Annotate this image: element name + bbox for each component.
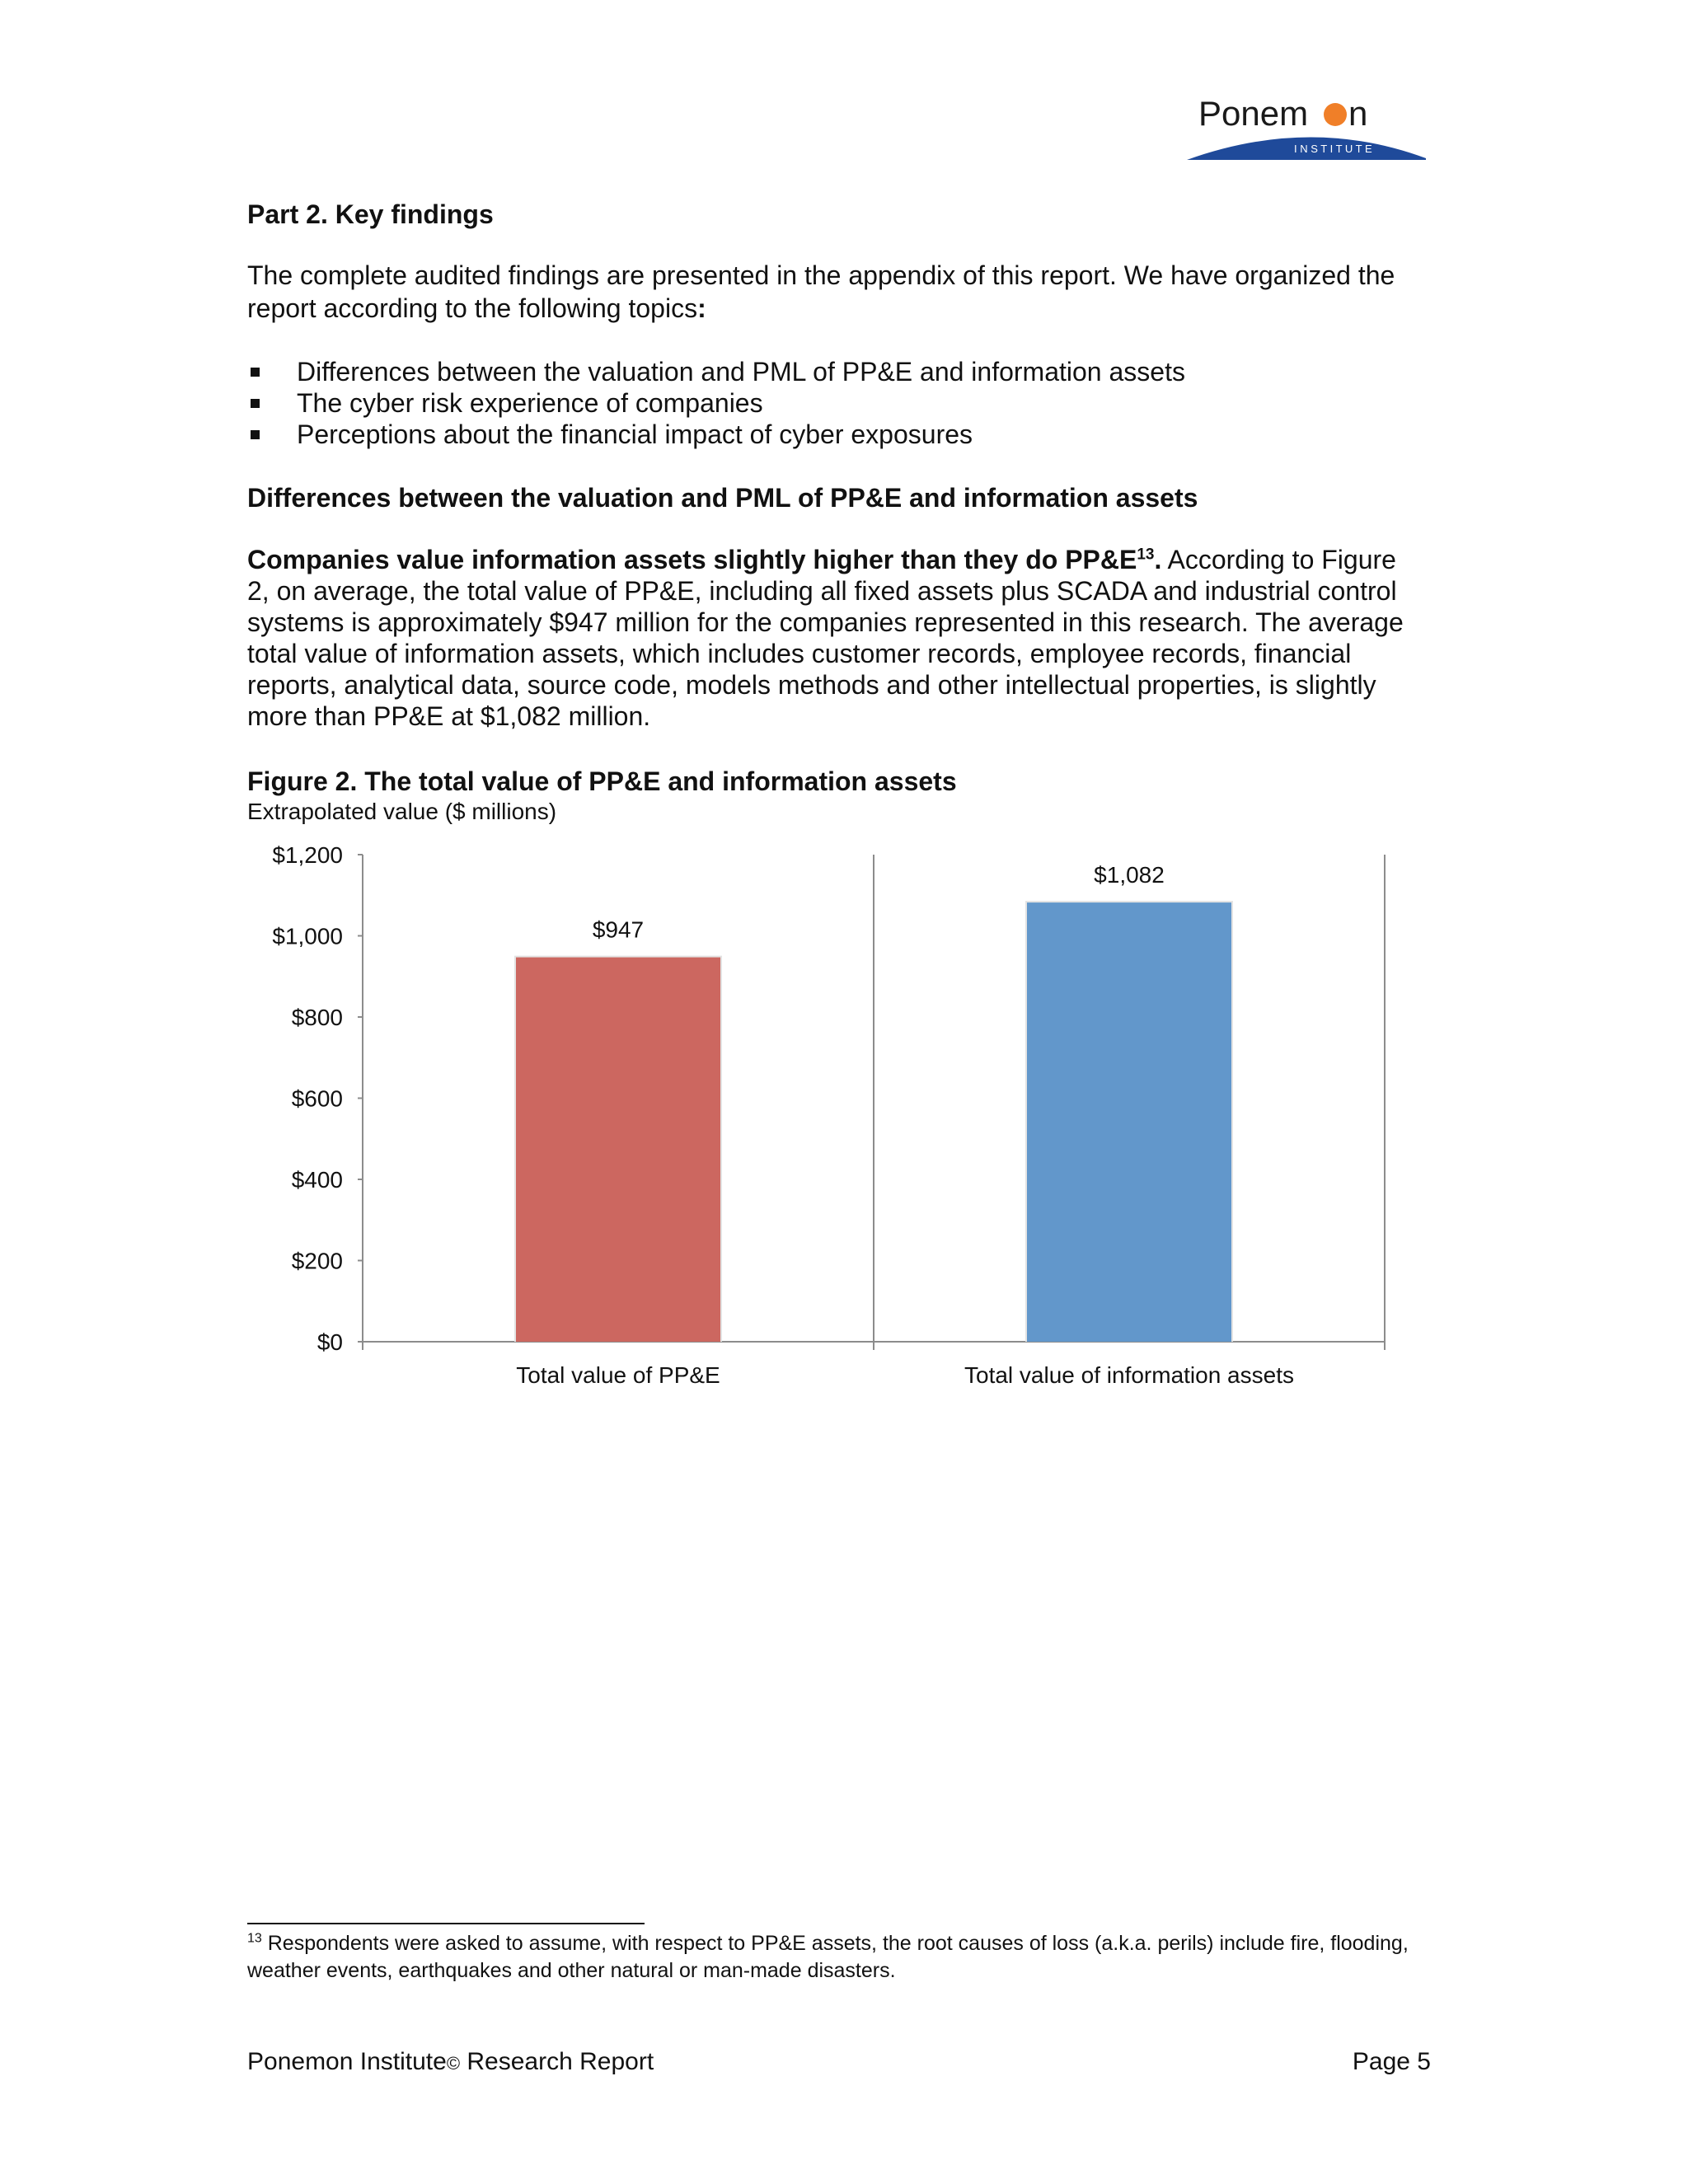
list-item	[247, 387, 1418, 419]
copyright-symbol: ©	[446, 2053, 461, 2074]
finding-lead	[247, 545, 1161, 574]
y-tick-label: $200	[291, 1248, 343, 1274]
page-number: Page 5	[1352, 2048, 1431, 2075]
logo-text-part1: Ponem	[1198, 94, 1309, 133]
ponemon-logo-graphic	[1187, 91, 1434, 165]
intro-text: The complete audited findings are presented in the appendix of this report. We have organized the report according to the following topics	[247, 260, 1395, 323]
intro-paragraph	[247, 259, 1418, 325]
category-label: Total value of information assets	[964, 1362, 1294, 1388]
finding-paragraph	[247, 544, 1418, 732]
finding-lead-text: Companies value information assets slightly higher than they do PP&E	[247, 545, 1137, 574]
bar-value-label: $1,082	[1094, 862, 1165, 888]
topics-list	[247, 356, 1418, 450]
figure-subtitle: Extrapolated value ($ millions)	[247, 799, 557, 824]
intro-colon: :	[697, 293, 706, 323]
bullet-square-icon	[251, 399, 260, 408]
logo-text-part2: n	[1348, 94, 1368, 133]
logo-subtitle: I N S T I T U T E	[1294, 143, 1372, 155]
footnote-number: 13	[247, 1931, 262, 1946]
bullet-square-icon	[251, 430, 260, 439]
finding-lead-end: .	[1154, 545, 1162, 574]
bar-value-label: $947	[592, 916, 645, 943]
footer-report-name	[247, 2047, 654, 2079]
bar	[1027, 902, 1231, 1342]
figure-title: Figure 2. The total value of PP&E and information assets	[247, 766, 957, 796]
footnote-reference[interactable]: 13	[1137, 546, 1155, 564]
footnote-text: Respondents were asked to assume, with respect to PP&E assets, the root causes of loss (a.k.a. perils) include fire, flooding, weather events, earthquakes and other natural or man-made disasters.	[247, 1932, 1409, 1982]
ponemon-logo	[1187, 91, 1434, 165]
topic-text: Perceptions about the financial impact of cyber exposures	[297, 419, 973, 449]
footer-report: Research Report	[460, 2048, 654, 2075]
y-tick-label: $400	[291, 1167, 343, 1193]
list-item	[247, 356, 1418, 387]
y-tick-label: $0	[316, 1329, 343, 1355]
finding-body: According to Figure 2, on average, the total value of PP&E, including all fixed assets plus SCADA and industrial control systems is approximately $947 million for the companies represented in this research. The average total value of information assets, which includes customer records, employee records, financial reports, analytical data, source code, models methods and other intellectual properties, is slightly more than PP&E at $1,082 million.	[247, 545, 1404, 731]
logo-orange-dot	[1324, 103, 1347, 126]
list-item	[247, 419, 1418, 450]
bullet-square-icon	[251, 368, 260, 377]
footnote-divider	[247, 1923, 645, 1924]
footer-institute: Ponemon Institute	[247, 2048, 447, 2075]
topic-text: Differences between the valuation and PML of PP&E and information assets	[297, 357, 1185, 387]
chart-y-ticks	[272, 842, 363, 1355]
topic-text: The cyber risk experience of companies	[297, 388, 763, 418]
bar	[516, 958, 720, 1342]
category-label: Total value of PP&E	[516, 1362, 720, 1388]
subsection-title: Differences between the valuation and PML of PP&E and information assets	[247, 483, 1198, 513]
bar-chart	[247, 841, 1418, 1418]
y-tick-label: $1,200	[272, 842, 343, 868]
footnote	[247, 1930, 1418, 1985]
y-tick-label: $800	[291, 1005, 343, 1030]
y-tick-label: $1,000	[272, 923, 343, 949]
section-title: Part 2. Key findings	[247, 199, 494, 229]
y-tick-label: $600	[291, 1085, 343, 1112]
